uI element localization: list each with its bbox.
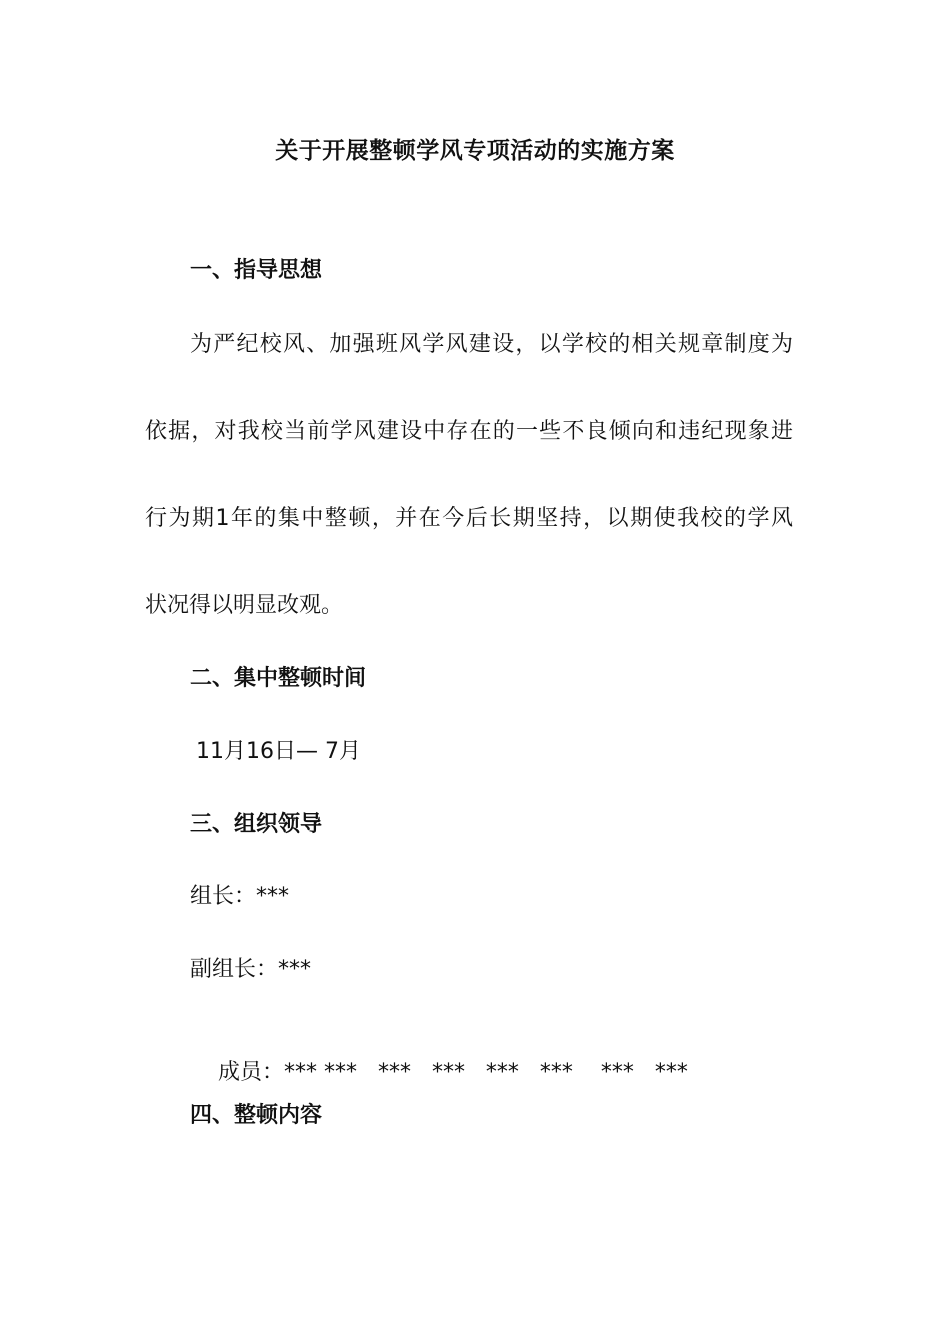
deputy-leader-row [190,955,311,985]
section-heading-organization: 三、组织领导 [190,812,323,837]
deputy-leader-label: 副组长： [190,957,279,982]
rectification-period: 11月16日— 7月 [196,739,361,764]
members-value: *** *** *** *** *** *** *** *** [284,1060,688,1085]
paragraph-line-2: 依据，对我校当前学风建设中存在的一些不良倾向和违纪现象进 [145,419,793,444]
section-heading-guiding-ideology: 一、指导思想 [190,258,323,283]
deputy-leader-value: *** [278,957,312,982]
leader-row [190,882,289,912]
section-heading-rectification-content: 四、整顿内容 [190,1103,323,1128]
paragraph-line-1: 为严纪校风、加强班风学风建设，以学校的相关规章制度为 [190,332,793,357]
members-label: 成员： [217,1060,284,1085]
leader-value: *** [256,884,290,909]
section-heading-rectification-time: 二、集中整顿时间 [190,666,367,691]
paragraph-line-4: 状况得以明显改观。 [145,593,344,618]
document-title: 关于开展整顿学风专项活动的实施方案 [275,138,675,164]
paragraph-line-3: 行为期1年的集中整顿，并在今后长期坚持，以期使我校的学风 [145,506,793,531]
leader-label: 组长： [190,884,257,909]
